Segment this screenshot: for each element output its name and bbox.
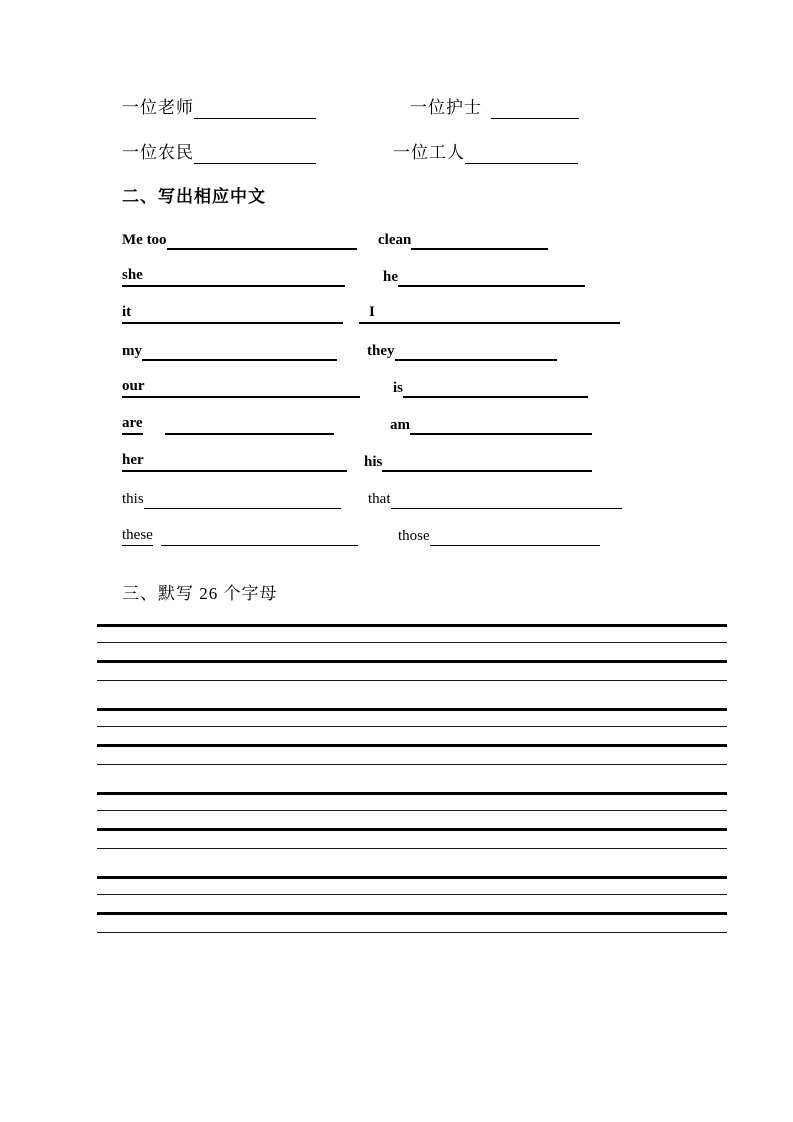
writing-line[interactable] [97, 744, 727, 747]
answer-blank[interactable] [165, 416, 334, 435]
rule-line-group [97, 708, 727, 765]
answer-blank[interactable] [403, 379, 588, 398]
rule-line-group [97, 624, 727, 681]
vocab-entry [122, 414, 334, 435]
fill-blank-teacher[interactable] [194, 99, 316, 119]
answer-blank[interactable] [411, 231, 548, 250]
vocab-entry [367, 340, 557, 361]
rule-line-group [97, 792, 727, 849]
writing-line[interactable] [97, 726, 727, 727]
vocab-word: is [393, 380, 404, 396]
fill-blank-worker[interactable] [465, 144, 578, 164]
vocab-word: my [122, 343, 142, 359]
word-pair-row [0, 488, 793, 509]
writing-line[interactable] [97, 708, 727, 711]
vocab-word: this [122, 491, 144, 507]
phrase-cell [122, 97, 390, 119]
phrase-cell [393, 142, 578, 164]
answer-blank[interactable] [430, 527, 600, 546]
phrase-row [0, 140, 793, 164]
fill-blank-nurse[interactable] [491, 99, 579, 119]
vocab-entry [122, 340, 337, 361]
vocab-entry[interactable] [122, 303, 343, 324]
answer-blank[interactable] [395, 342, 558, 361]
word-pair-row [0, 525, 793, 546]
vocab-word: those [398, 528, 430, 544]
answer-blank[interactable] [142, 342, 337, 361]
word-pair-row [0, 229, 793, 250]
writing-line[interactable] [97, 828, 727, 831]
word-pair-row [0, 303, 793, 324]
phrase-row [0, 95, 793, 119]
phrase-label-farmer: 一位农民 [122, 143, 194, 162]
vocab-entry [393, 377, 588, 398]
vocab-entry [383, 266, 585, 287]
vocab-entry [122, 488, 341, 509]
writing-line[interactable] [97, 792, 727, 795]
vocab-word: am [390, 417, 410, 433]
vocab-entry[interactable] [359, 303, 620, 324]
vocab-word: these [122, 526, 153, 546]
section-two-heading: 二、写出相应中文 [122, 187, 266, 206]
vocab-word: are [122, 414, 143, 435]
blank-gap [153, 545, 161, 546]
answer-blank[interactable] [382, 453, 592, 472]
answer-blank[interactable] [161, 527, 358, 546]
section-three-heading: 三、默写 26 个字母 [122, 584, 278, 603]
writing-line[interactable] [97, 624, 727, 627]
writing-line[interactable] [97, 642, 727, 643]
writing-line[interactable] [97, 680, 727, 681]
vocab-word: she [122, 267, 143, 283]
word-pair-row [0, 451, 793, 472]
vocab-entry[interactable] [122, 377, 360, 398]
phrase-label-teacher: 一位老师 [122, 98, 194, 117]
answer-blank[interactable] [391, 490, 623, 509]
vocab-word: they [367, 343, 395, 359]
vocab-entry [398, 525, 600, 546]
word-pair-row [0, 414, 793, 435]
phrase-cell [122, 142, 390, 164]
writing-line[interactable] [97, 932, 727, 933]
vocab-word: it [122, 304, 132, 320]
vocab-word: clean [378, 232, 412, 248]
answer-blank[interactable] [398, 268, 585, 287]
answer-blank[interactable] [410, 416, 592, 435]
writing-line[interactable] [97, 660, 727, 663]
writing-line[interactable] [97, 848, 727, 849]
vocab-entry [390, 414, 592, 435]
rule-line-group [97, 876, 727, 933]
vocab-word: that [368, 491, 391, 507]
fill-blank-farmer[interactable] [194, 144, 316, 164]
vocab-word: her [122, 452, 144, 468]
vocab-entry [122, 229, 357, 250]
vocab-word: our [122, 378, 145, 394]
phrase-cell [410, 97, 579, 119]
vocab-entry[interactable] [122, 451, 347, 472]
vocab-word: his [364, 454, 383, 470]
letter-writing-area [97, 624, 727, 933]
vocab-entry [364, 451, 592, 472]
word-pair-row [0, 377, 793, 398]
vocab-word: he [383, 269, 398, 285]
phrase-label-nurse: 一位护士 [410, 98, 482, 117]
word-pair-row [0, 340, 793, 361]
phrase-label-worker: 一位工人 [393, 143, 465, 162]
vocab-entry [122, 525, 358, 546]
vocab-entry [368, 488, 622, 509]
writing-line[interactable] [97, 894, 727, 895]
vocab-word: Me too [122, 232, 167, 248]
answer-blank[interactable] [144, 490, 341, 509]
writing-line[interactable] [97, 810, 727, 811]
answer-blank[interactable] [167, 231, 357, 250]
vocab-entry[interactable] [122, 266, 345, 287]
word-pair-row [0, 266, 793, 287]
writing-line[interactable] [97, 764, 727, 765]
writing-line[interactable] [97, 876, 727, 879]
vocab-entry [378, 229, 548, 250]
vocab-word: I [369, 304, 375, 320]
blank-gap [143, 434, 165, 435]
writing-line[interactable] [97, 912, 727, 915]
